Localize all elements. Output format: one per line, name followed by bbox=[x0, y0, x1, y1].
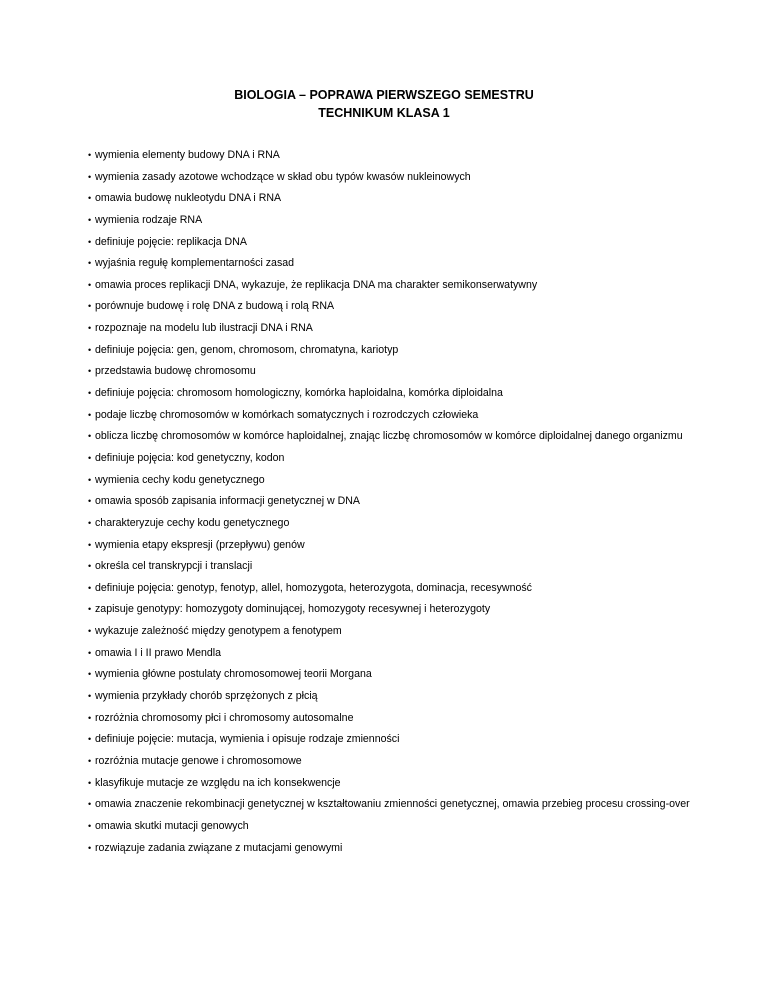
list-item bbox=[88, 451, 758, 473]
list-item-text: omawia I i II prawo Mendla bbox=[95, 646, 222, 659]
bullet-icon: • bbox=[88, 561, 92, 572]
list-item bbox=[88, 581, 758, 603]
list-item-text: wymienia główne postulaty chromosomowej teorii Morgana bbox=[95, 668, 372, 681]
bullet-icon: • bbox=[88, 258, 92, 269]
list-item bbox=[88, 841, 758, 863]
bullet-icon: • bbox=[88, 820, 92, 831]
bullet-icon: • bbox=[88, 539, 92, 550]
list-item-text: omawia budowę nukleotydu DNA i RNA bbox=[95, 192, 282, 205]
list-item bbox=[88, 191, 758, 213]
bullet-icon: • bbox=[88, 691, 92, 702]
bullet-icon: • bbox=[88, 214, 92, 225]
list-item-text: definiuje pojęcie: mutacja, wymienia i opisuje rodzaje zmienności bbox=[95, 733, 400, 746]
bullet-icon: • bbox=[88, 712, 92, 723]
list-item bbox=[88, 278, 758, 300]
list-item-text: wymienia cechy kodu genetycznego bbox=[95, 473, 265, 486]
bullet-icon: • bbox=[88, 755, 92, 766]
bullet-icon: • bbox=[88, 669, 92, 680]
list-item-text: omawia skutki mutacji genowych bbox=[95, 819, 249, 832]
bullet-icon: • bbox=[88, 150, 92, 160]
list-item-text: wymienia etapy ekspresji (przepływu) genów bbox=[95, 538, 305, 551]
list-item-text: definiuje pojęcia: genotyp, fenotyp, allel, homozygota, heterozygota, dominacja, recesywność bbox=[95, 581, 532, 594]
bullet-icon: • bbox=[88, 323, 92, 334]
list-item-text: rozwiązuje zadania związane z mutacjami genowymi bbox=[95, 841, 343, 854]
bullet-icon: • bbox=[88, 474, 92, 485]
list-item-text: wymienia elementy budowy DNA i RNA bbox=[95, 149, 280, 161]
list-item-text: wymienia zasady azotowe wchodzące w skład obu typów kwasów nukleinowych bbox=[95, 170, 471, 183]
list-item bbox=[88, 624, 758, 646]
bullet-icon: • bbox=[88, 301, 92, 312]
list-item bbox=[88, 321, 758, 343]
bullet-icon: • bbox=[88, 777, 92, 788]
bullet-icon: • bbox=[88, 842, 92, 853]
list-item bbox=[88, 602, 758, 624]
list-item bbox=[88, 516, 758, 538]
bullet-icon: • bbox=[88, 799, 92, 810]
list-item-text: podaje liczbę chromosomów w komórkach somatycznych i rozrodczych człowieka bbox=[95, 408, 479, 421]
list-item bbox=[88, 754, 758, 776]
list-item bbox=[88, 364, 758, 386]
list-item bbox=[88, 559, 758, 581]
bullet-icon: • bbox=[88, 582, 92, 593]
title-line-1: BIOLOGIA – POPRAWA PIERWSZEGO SEMESTRU bbox=[234, 88, 534, 102]
list-item bbox=[88, 235, 758, 257]
list-item bbox=[88, 776, 758, 798]
title-line-2: TECHNIKUM KLASA 1 bbox=[318, 106, 450, 120]
bullet-icon: • bbox=[88, 431, 92, 442]
list-item bbox=[88, 689, 758, 711]
bullet-icon: • bbox=[88, 496, 92, 507]
bullet-icon: • bbox=[88, 517, 92, 528]
list-item bbox=[88, 667, 758, 689]
requirements-list bbox=[88, 148, 758, 862]
list-item-text: omawia znaczenie rekombinacji genetycznej w kształtowaniu zmienności genetycznej, omawia przebieg procesu crossing-over bbox=[95, 798, 690, 811]
list-item bbox=[88, 711, 758, 733]
list-item bbox=[88, 732, 758, 754]
bullet-icon: • bbox=[88, 626, 92, 637]
list-item bbox=[88, 473, 758, 495]
document-title bbox=[0, 86, 768, 122]
bullet-icon: • bbox=[88, 193, 92, 204]
list-item-text: klasyfikuje mutacje ze względu na ich konsekwencje bbox=[95, 776, 341, 789]
list-item-text: zapisuje genotypy: homozygoty dominującej, homozygoty recesywnej i heterozygoty bbox=[95, 603, 491, 616]
list-item-text: omawia proces replikacji DNA, wykazuje, że replikacja DNA ma charakter semikonserwatywny bbox=[95, 278, 538, 291]
list-item bbox=[88, 386, 758, 408]
list-item bbox=[88, 646, 758, 668]
list-item-text: oblicza liczbę chromosomów w komórce haploidalnej, znając liczbę chromosomów w komórce diploidalnej danego organizmu bbox=[95, 430, 683, 443]
list-item bbox=[88, 256, 758, 278]
list-item-text: wymienia przykłady chorób sprzężonych z płcią bbox=[95, 690, 318, 703]
list-item-text: przedstawia budowę chromosomu bbox=[95, 365, 256, 378]
list-item bbox=[88, 538, 758, 560]
bullet-icon: • bbox=[88, 366, 92, 377]
list-item-text: wyjaśnia regułę komplementarności zasad bbox=[95, 257, 295, 270]
bullet-icon: • bbox=[88, 647, 92, 658]
list-item-text: wymienia rodzaje RNA bbox=[95, 213, 203, 226]
list-item-text: rozpoznaje na modelu lub ilustracji DNA i RNA bbox=[95, 322, 313, 335]
bullet-icon: • bbox=[88, 236, 92, 247]
bullet-icon: • bbox=[88, 734, 92, 745]
list-item-text: określa cel transkrypcji i translacji bbox=[95, 560, 253, 573]
list-item-text: definiuje pojęcia: kod genetyczny, kodon bbox=[95, 451, 285, 464]
list-item-text: rozróżnia chromosomy płci i chromosomy autosomalne bbox=[95, 711, 354, 724]
bullet-icon: • bbox=[88, 171, 92, 182]
list-item bbox=[88, 819, 758, 841]
bullet-icon: • bbox=[88, 604, 92, 615]
list-item bbox=[88, 343, 758, 365]
list-item-text: definiuje pojęcia: gen, genom, chromosom, chromatyna, kariotyp bbox=[95, 343, 399, 356]
bullet-icon: • bbox=[88, 279, 92, 290]
bullet-icon: • bbox=[88, 409, 92, 420]
list-item bbox=[88, 170, 758, 192]
list-item-text: porównuje budowę i rolę DNA z budową i rolą RNA bbox=[95, 300, 335, 313]
list-item bbox=[88, 299, 758, 321]
list-item bbox=[88, 797, 758, 819]
list-item-text: definiuje pojęcie: replikacja DNA bbox=[95, 235, 247, 248]
list-item bbox=[88, 429, 758, 451]
list-item-text: omawia sposób zapisania informacji genetycznej w DNA bbox=[95, 495, 360, 508]
bullet-icon: • bbox=[88, 452, 92, 463]
list-item-text: wykazuje zależność między genotypem a fenotypem bbox=[95, 625, 342, 638]
bullet-icon: • bbox=[88, 388, 92, 399]
list-item bbox=[88, 213, 758, 235]
bullet-icon: • bbox=[88, 344, 92, 355]
list-item bbox=[88, 408, 758, 430]
list-item bbox=[88, 148, 758, 170]
list-item-text: charakteryzuje cechy kodu genetycznego bbox=[95, 516, 290, 529]
list-item bbox=[88, 494, 758, 516]
list-item-text: definiuje pojęcia: chromosom homologiczny, komórka haploidalna, komórka diploidalna bbox=[95, 387, 503, 400]
list-item-text: rozróżnia mutacje genowe i chromosomowe bbox=[95, 754, 302, 767]
